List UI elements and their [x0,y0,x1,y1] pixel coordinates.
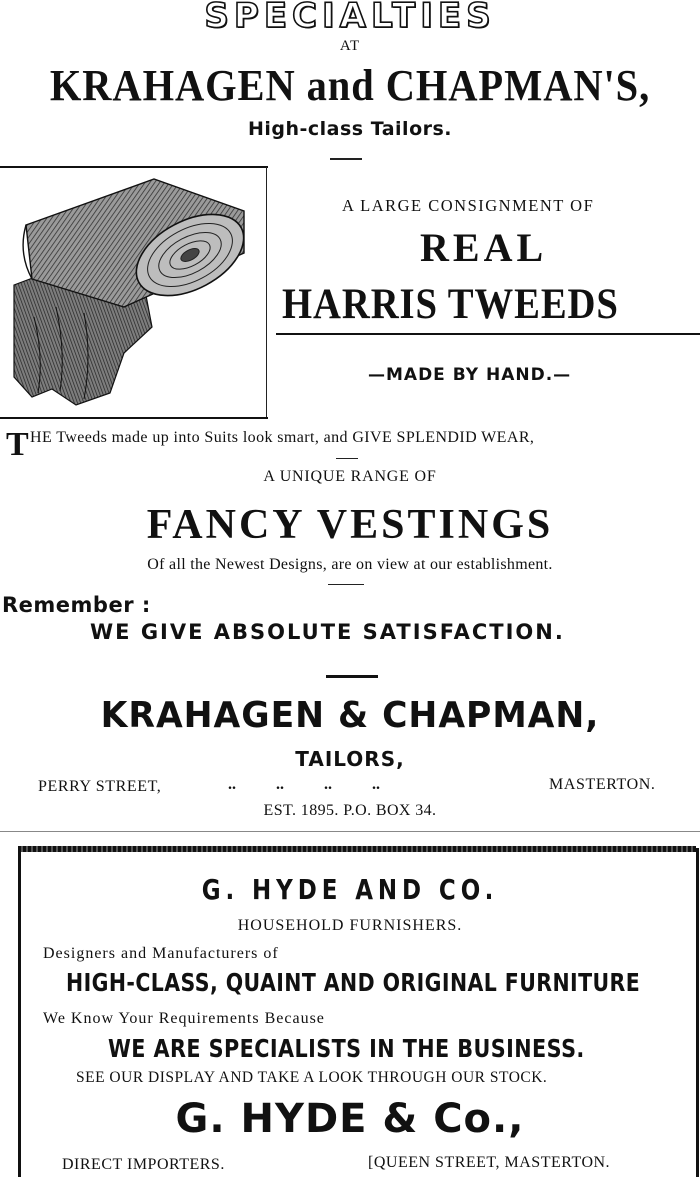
town-label: MASTERTON. [549,776,656,793]
queen-street-address: [QUEEN STREET, MASTERTON. [368,1154,611,1171]
harris-tweeds-heading: HARRIS TWEEDS [282,281,619,328]
divider [336,458,358,459]
tweeds-statement: HE Tweeds made up into Suits look smart, and GIVE SPLENDID WEAR, [30,429,535,446]
divider [328,584,364,585]
display-line: SEE OUR DISPLAY AND TAKE A LOOK THROUGH OUR STOCK. [76,1069,548,1086]
satisfaction-line: WE GIVE ABSOLUTE SATISFACTION. [90,620,565,644]
importers-label: DIRECT IMPORTERS. [62,1156,225,1173]
illustration-bottom-rule [0,417,268,419]
designers-line: Designers and Manufacturers of [43,945,279,962]
unique-range-label: A UNIQUE RANGE OF [263,468,437,485]
remember-label: Remember : [2,593,151,617]
leader-dots: .. .. .. .. [228,776,380,793]
tweed-illustration [4,167,267,418]
real-heading: REAL [420,225,548,270]
street-address: PERRY STREET, [38,778,162,795]
divider [330,158,362,160]
newest-designs-line: Of all the Newest Designs, are on view at our establishment. [147,556,553,573]
furniture-heading: HIGH-CLASS, QUAINT AND ORIGINAL FURNITURE [66,968,641,997]
section-divider [326,675,378,678]
column-rule [0,831,700,832]
consignment-label: A LARGE CONSIGNMENT OF [342,196,595,215]
hyde-firm-footer: G. HYDE & Co., [175,1096,525,1142]
tailors-label: TAILORS, [295,747,405,771]
hyde-firm-title: G. HYDE AND CO. [201,873,499,906]
requirements-line: We Know Your Requirements Because [43,1010,325,1027]
at-label: AT [339,38,361,54]
specialists-heading: WE ARE SPECIALISTS IN THE BUSINESS. [108,1034,585,1063]
fancy-vestings-heading: FANCY VESTINGS [146,502,554,548]
made-by-hand: —MADE BY HAND.— [368,365,572,385]
harris-rule [276,333,700,335]
household-furnishers: HOUSEHOLD FURNISHERS. [237,917,463,934]
tweeds-dropcap: T [6,426,29,463]
specialties-heading: SPECIALTIES [204,0,496,36]
tweed-roll-icon [4,167,266,417]
firm-name-title: KRAHAGEN and CHAPMAN'S, [49,61,651,110]
established-box-line: EST. 1895. P.O. BOX 34. [263,802,437,819]
firm-name-footer: KRAHAGEN & CHAPMAN, [100,695,600,736]
tagline: High-class Tailors. [247,118,453,140]
